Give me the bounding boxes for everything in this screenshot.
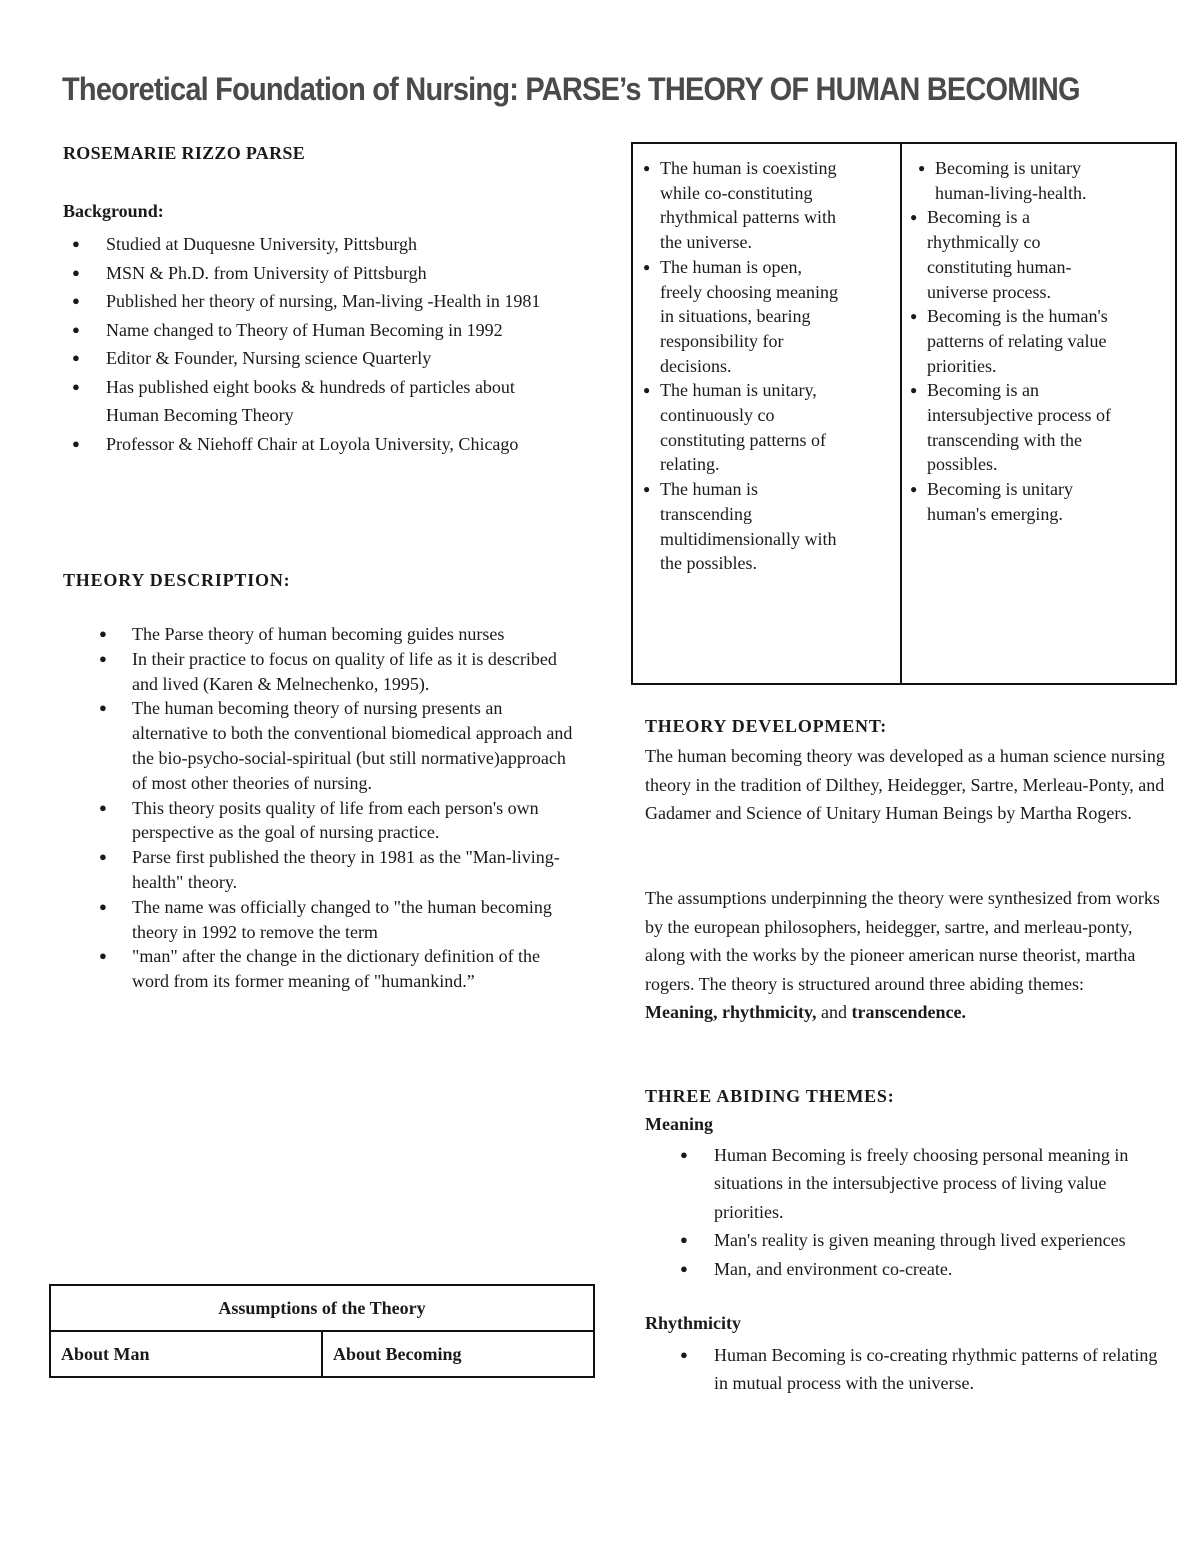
list-item: ● Studied at Duquesne University, Pittsburgh — [63, 230, 563, 259]
paragraph-text: The assumptions underpinning the theory were synthesized from works by the european philosophers, heidegger, sartre, and merleau-ponty, along with the works by the pioneer american nurse theorist, martha rogers. The theory is structured around three abiding themes: — [645, 888, 1160, 994]
list-item: ● Becoming is the human's patterns of relating value priorities. — [910, 304, 1115, 378]
list-item: ● Name changed to Theory of Human Becoming in 1992 — [63, 316, 563, 345]
list-item: ● Has published eight books & hundreds of particles about Human Becoming Theory — [63, 373, 563, 430]
list-item: ● Becoming is an intersubjective process of transcending with the possibles. — [910, 378, 1115, 477]
about-becoming-list — [910, 156, 1115, 527]
three-themes-heading: THREE ABIDING THEMES: — [645, 1086, 895, 1106]
list-item: ● The human becoming theory of nursing presents an alternative to both the conventional biomedical approach and the bio-psycho-social-spiritual (but still normative)approach of most other theories of nursing. — [96, 696, 576, 795]
list-item: ● The human is open, freely choosing meaning in situations, bearing responsibility for decisions. — [643, 255, 848, 379]
list-item: ● The human is transcending multidimensionally with the possibles. — [643, 477, 848, 576]
background-list — [63, 230, 563, 458]
list-item: ● Published her theory of nursing, Man-living -Health in 1981 — [63, 287, 563, 316]
list-item: ● The Parse theory of human becoming guides nurses — [96, 622, 576, 647]
list-item: ● The human is unitary, continuously co constituting patterns of relating. — [643, 378, 848, 477]
column-divider — [900, 144, 902, 683]
list-item: ● Becoming is unitary human-living-health. — [910, 156, 1115, 205]
list-item: ● The name was officially changed to "the human becoming theory in 1992 to remove the term — [96, 895, 576, 945]
themes-list-part-2: transcendence. — [851, 1002, 966, 1023]
list-item: ● Becoming is a rhythmically co constituting human-universe process. — [910, 205, 1115, 304]
theory-development-paragraph-1: The human becoming theory was developed as a human science nursing theory in the tradition of Dilthey, Heidegger, Sartre, Merleau-Ponty, and Gadamer and Science of Unitary Human Beings by Martha Rogers. — [645, 746, 1165, 824]
theory-development-heading: THEORY DEVELOPMENT: — [645, 716, 888, 736]
theory-description-list — [96, 622, 576, 994]
meaning-list — [680, 1141, 1160, 1283]
list-item: ● Editor & Founder, Nursing science Quarterly — [63, 344, 563, 373]
meaning-subheading: Meaning — [645, 1114, 714, 1134]
list-item: ● Parse first published the theory in 1981 as the "Man-living-health" theory. — [96, 845, 576, 895]
background-heading: Background: — [63, 201, 164, 221]
assumptions-box — [631, 142, 1177, 685]
list-item: ● The human is coexisting while co-constituting rhythmical patterns with the universe. — [643, 156, 848, 255]
list-item: ● Man's reality is given meaning through lived experiences — [680, 1226, 1160, 1254]
assumptions-table — [49, 1284, 595, 1378]
about-man-header: About Man — [50, 1331, 322, 1377]
theory-development-paragraph-2 — [645, 884, 1165, 1027]
list-item: ● In their practice to focus on quality of life as it is described and lived (Karen & Melnechenko, 1995). — [96, 647, 576, 697]
assumptions-table-title: Assumptions of the Theory — [50, 1285, 594, 1331]
about-becoming-header: About Becoming — [322, 1331, 594, 1377]
list-item: ● This theory posits quality of life from each person's own perspective as the goal of nursing practice. — [96, 796, 576, 846]
list-item: ● Becoming is unitary human's emerging. — [910, 477, 1115, 526]
rhythmicity-subheading: Rhythmicity — [645, 1313, 741, 1333]
list-item: ● Human Becoming is co-creating rhythmic patterns of relating in mutual process with the universe. — [680, 1341, 1160, 1398]
list-item: ● MSN & Ph.D. from University of Pittsburgh — [63, 259, 563, 288]
list-item: ● Professor & Niehoff Chair at Loyola University, Chicago — [63, 430, 563, 459]
themes-list-part-1: Meaning, rhythmicity, — [645, 1002, 817, 1023]
list-item: ● "man" after the change in the dictionary definition of the word from its former meaning of "humankind.” — [96, 944, 576, 994]
rhythmicity-list — [680, 1341, 1160, 1398]
about-man-list — [643, 156, 848, 576]
page-title: Theoretical Foundation of Nursing: PARSE’s THEORY OF HUMAN BECOMING — [62, 72, 1080, 108]
author-name: ROSEMARIE RIZZO PARSE — [63, 143, 306, 163]
list-item: ● Human Becoming is freely choosing personal meaning in situations in the intersubjective process of living value priorities. — [680, 1141, 1160, 1226]
list-item: ● Man, and environment co-create. — [680, 1255, 1160, 1283]
theory-description-heading: THEORY DESCRIPTION: — [63, 570, 291, 590]
themes-list-separator: and — [816, 1002, 852, 1023]
